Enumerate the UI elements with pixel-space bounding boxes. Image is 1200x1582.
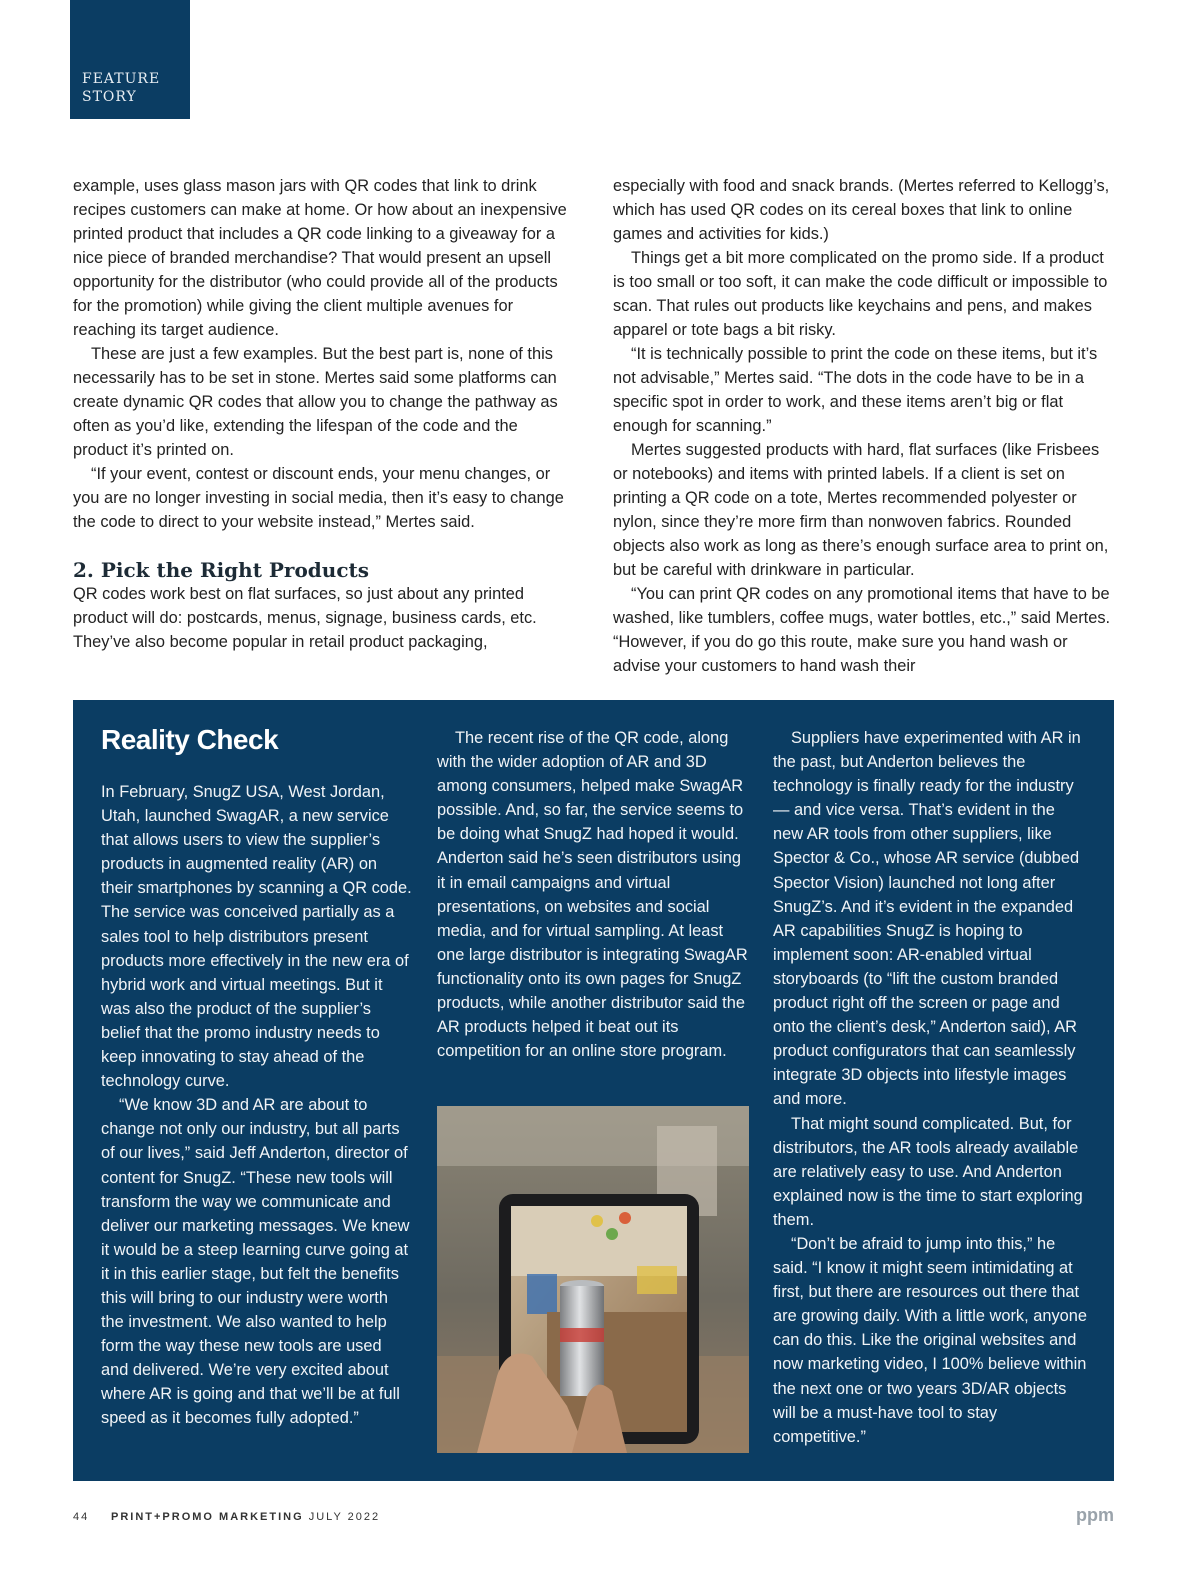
sidebar-column-2 (437, 726, 749, 1063)
paragraph: especially with food and snack brands. (Mertes referred to Kellogg’s, which has used QR codes on its cereal boxes that link to online games and activities for kids.) (613, 177, 1110, 243)
paragraph: “If your event, contest or discount ends, your menu changes, or you are no longer investing in social media, then it’s easy to change the code to direct to your website instead,” Mertes said. (73, 465, 564, 531)
magazine-name (111, 1511, 380, 1523)
paragraph: “You can print QR codes on any promotional items that have to be washed, like tumblers, coffee mugs, water bottles, etc.,” said Mertes. “However, if you do go this route, make sure you hand wash or advise your customers to hand wash their (613, 585, 1111, 675)
sidebar-title: Reality Check (101, 724, 279, 755)
article-body (73, 174, 1113, 678)
paragraph: “We know 3D and AR are about to change not only our industry, but all parts of our lives,” said Jeff Anderton, director of content for SnugZ. “These new tools will transform the way we communicate and deliver our marketing messages. We knew it would be a steep learning curve going at it in this earlier stage, but felt the benefits this will bring to our industry were worth the investment. We also wanted to help form the way these new tools are used and delivered. We’re very excited about where AR is going and that we’ll be at full speed as it becomes fully adopted.” (101, 1096, 410, 1428)
paragraph: These are just a few examples. But the best part is, none of this necessarily has to be set in stone. Mertes said some platforms can create dynamic QR codes that allow you to change the pathway as often as you’d like, extending the lifespan of the code and the product it’s printed on. (73, 345, 558, 459)
section-tag-line2: STORY (82, 89, 137, 105)
paragraph: Suppliers have experimented with AR in the past, but Anderton believes the technology is finally ready for the industry — and vice versa. That’s evident in the new AR tools from other suppliers, like Spector & Co., whose AR service (dubbed Spector Vision) launched not long after SnugZ’s. And it’s evident in the expanded AR capabilities SnugZ is hoping to implement soon: AR-enabled virtual storyboards (to “lift the custom branded product right off the screen or page and onto the client’s desk,” Anderton said), AR product configurators that can seamlessly integrate 3D objects into lifestyle images and more. (773, 729, 1081, 1109)
page-footer (73, 1505, 1114, 1529)
sidebar-column-1 (101, 726, 413, 1431)
issue-date: JULY 2022 (308, 1511, 381, 1523)
magazine-title: PRINT+PROMO MARKETING (111, 1511, 304, 1523)
left-column (73, 174, 573, 678)
section-tag-line1: FEATURE (82, 71, 161, 87)
paragraph: “Don’t be afraid to jump into this,” he said. “I know it might seem intimidating at first, but there are resources out there that are growing daily. With a little work, anyone can do this. Like the original websites and now marketing video, I 100% believe within the next one or two years 3D/AR objects will be a must-have tool to stay competitive.” (773, 1234, 1087, 1446)
ar-tablet-photo (437, 1106, 749, 1453)
paragraph: In February, SnugZ USA, West Jordan, Utah, launched SwagAR, a new service that allows users to view the supplier’s products in augmented reality (AR) on their smartphones by scanning a QR code. The service was conceived partially as a sales tool to help distributors present products more effectively in the new era of hybrid work and virtual meetings. But it was also the product of the supplier’s belief that the promo industry needs to keep innovating to stay ahead of the technology curve. (101, 783, 412, 1091)
paragraph: The recent rise of the QR code, along with the wider adoption of AR and 3D among consumers, helped make SwagAR possible. And, so far, the service seems to be doing what SnugZ had hoped it would. Anderton said he’s seen distributors using it in email campaigns and virtual presentations, on websites and social media, and for virtual sampling. At least one large distributor is integrating SwagAR functionality onto its own pages for SnugZ products, while another distributor said the AR products helped it beat out its competition for an online store program. (437, 729, 748, 1061)
tablet-photo-illustration (437, 1106, 749, 1453)
sidebar-column-3 (773, 726, 1088, 1449)
paragraph: Mertes suggested products with hard, flat surfaces (like Frisbees or notebooks) and items with printed labels. If a client is set on printing a QR code on a tote, Mertes recommended polyester or nylon, since they’re more firm than nonwoven fabrics. Rounded objects also work as long as there’s enough surface area to print on, but be careful with drinkware in particular. (613, 441, 1109, 579)
right-column (613, 174, 1113, 678)
paragraph: “It is technically possible to print the code on these items, but it’s not advisable,” Mertes said. “The dots in the code have to be in a specific spot in order to work, and these items aren’t big or flat enough for scanning.” (613, 345, 1098, 435)
sidebar-reality-check (73, 700, 1114, 1481)
paragraph: QR codes work best on flat surfaces, so just about any printed product will do: postcards, menus, signage, business cards, etc. They’ve also become popular in retail product packaging, (73, 585, 537, 651)
paragraph: That might sound complicated. But, for distributors, the AR tools already available are relatively easy to use. And Anderton explained now is the time to start exploring them. (773, 1114, 1083, 1229)
paragraph: Things get a bit more complicated on the promo side. If a product is too small or too soft, it can make the code difficult or impossible to scan. That rules out products like keychains and pens, and makes apparel or tote bags a bit risky. (613, 249, 1108, 339)
page-number: 44 (73, 1511, 90, 1523)
paragraph: example, uses glass mason jars with QR codes that link to drink recipes customers can make at home. Or how about an inexpensive printed product that includes a QR code linking to a giveaway for a nice piece of branded merchandise? That would present an upsell opportunity for the distributor (who could provide all of the products for the promotion) while giving the client multiple avenues for reaching its target audience. (73, 177, 567, 339)
section-heading: 2. Pick the Right Products (73, 558, 370, 582)
section-tag (70, 0, 190, 119)
ppm-logo: ppm (1076, 1505, 1114, 1525)
